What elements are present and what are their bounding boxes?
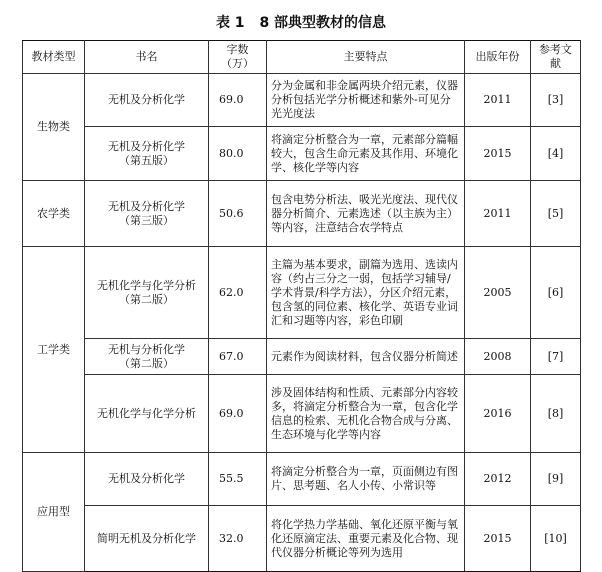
- word-count-cell: 69.0: [209, 375, 267, 453]
- features-cell: 涉及固体结构和性质、元素部分内容较多，将滴定分析整合为一章，包含化学信息的检索、无机化合物合成与分离、生态环境与化学等内容: [267, 375, 465, 453]
- table-row: [23, 506, 581, 572]
- header-year: 出版年份: [465, 41, 531, 74]
- book-name-cell: [85, 375, 209, 453]
- book-name-line: 无机化学与化学分析: [97, 406, 196, 420]
- book-name-cell: [85, 247, 209, 339]
- table-row: [23, 127, 581, 181]
- word-count-cell: 32.0: [209, 506, 267, 572]
- year-cell: 2008: [465, 339, 531, 375]
- book-name-line: 无机及分析化学: [108, 139, 185, 153]
- table-title: 8 部典型教材的信息: [259, 15, 387, 31]
- header-title: 书名: [85, 41, 209, 74]
- book-edition-line: （第三版）: [119, 213, 174, 227]
- book-name-line: 无机化学与化学分析: [97, 278, 196, 292]
- year-cell: 2015: [465, 127, 531, 181]
- features-cell: 包含电势分析法、吸光光度法、现代仪器分析简介、元素选述（以主族为主）等内容，注意结合农学特点: [267, 181, 465, 247]
- reference-cell: [8]: [531, 375, 581, 453]
- book-name-cell: [85, 74, 209, 127]
- reference-cell: [5]: [531, 181, 581, 247]
- textbook-table: [22, 40, 581, 572]
- category-cell: 应用型: [23, 453, 85, 572]
- reference-cell: [4]: [531, 127, 581, 181]
- table-row: [23, 375, 581, 453]
- category-cell: 工学类: [23, 247, 85, 453]
- year-cell: 2016: [465, 375, 531, 453]
- features-cell: 元素作为阅读材料，包含仪器分析简述: [267, 339, 465, 375]
- reference-cell: [7]: [531, 339, 581, 375]
- table-caption: [0, 12, 602, 32]
- word-count-cell: 67.0: [209, 339, 267, 375]
- book-edition-line: （第二版）: [119, 356, 174, 370]
- book-name-cell: [85, 339, 209, 375]
- word-count-cell: 80.0: [209, 127, 267, 181]
- table-row: [23, 247, 581, 339]
- year-cell: 2011: [465, 74, 531, 127]
- book-name-line: 无机及分析化学: [108, 93, 185, 106]
- book-name-cell: [85, 127, 209, 181]
- header-category: 教材类型: [23, 41, 85, 74]
- book-name-line: 无机与分析化学: [108, 342, 185, 356]
- features-cell: 将滴定分析整合为一章，元素部分篇幅较大，包含生命元素及其作用、环境化学、核化学等内容: [267, 127, 465, 181]
- header-reference: 参考文献: [531, 41, 581, 74]
- book-name-line: 简明无机及分析化学: [97, 531, 196, 545]
- book-edition-line: （第五版）: [119, 153, 174, 167]
- book-name-cell: [85, 506, 209, 572]
- reference-cell: [9]: [531, 453, 581, 506]
- header-features: 主要特点: [267, 41, 465, 74]
- word-count-cell: 62.0: [209, 247, 267, 339]
- reference-cell: [3]: [531, 74, 581, 127]
- book-name-cell: [85, 453, 209, 506]
- word-count-cell: 69.0: [209, 74, 267, 127]
- category-cell: 生物类: [23, 74, 85, 181]
- features-cell: 将化学热力学基础、氧化还原平衡与氧化还原滴定法、重要元素及化合物、现代仪器分析概论等列为选用: [267, 506, 465, 572]
- table-number: 表 1: [215, 15, 245, 31]
- features-cell: 分为金属和非金属两块介绍元素，仪器分析包括光学分析概述和紫外-可见分光光度法: [267, 74, 465, 127]
- word-count-cell: 50.6: [209, 181, 267, 247]
- year-cell: 2011: [465, 181, 531, 247]
- table-row: [23, 453, 581, 506]
- book-edition-line: （第二版）: [119, 292, 174, 306]
- year-cell: 2012: [465, 453, 531, 506]
- header-row: [23, 41, 581, 74]
- table-row: [23, 74, 581, 127]
- book-name-cell: [85, 181, 209, 247]
- year-cell: 2015: [465, 506, 531, 572]
- category-cell: 农学类: [23, 181, 85, 247]
- reference-cell: [6]: [531, 247, 581, 339]
- header-word-count: 字数（万）: [209, 41, 267, 74]
- book-name-line: 无机及分析化学: [108, 199, 185, 213]
- book-name-line: 无机及分析化学: [108, 472, 185, 485]
- features-cell: 主篇为基本要求，副篇为选用、选读内容（约占三分之一弱，包括学习辅导/学术背景/科学方法），分区介绍元素，包含氢的同位素、核化学、英语专业词汇和习题等内容，彩色印刷: [267, 247, 465, 339]
- features-cell: 将滴定分析整合为一章，页面侧边有图片、思考题、名人小传、小常识等: [267, 453, 465, 506]
- table-row: [23, 181, 581, 247]
- year-cell: 2005: [465, 247, 531, 339]
- table-row: [23, 339, 581, 375]
- word-count-cell: 55.5: [209, 453, 267, 506]
- reference-cell: [10]: [531, 506, 581, 572]
